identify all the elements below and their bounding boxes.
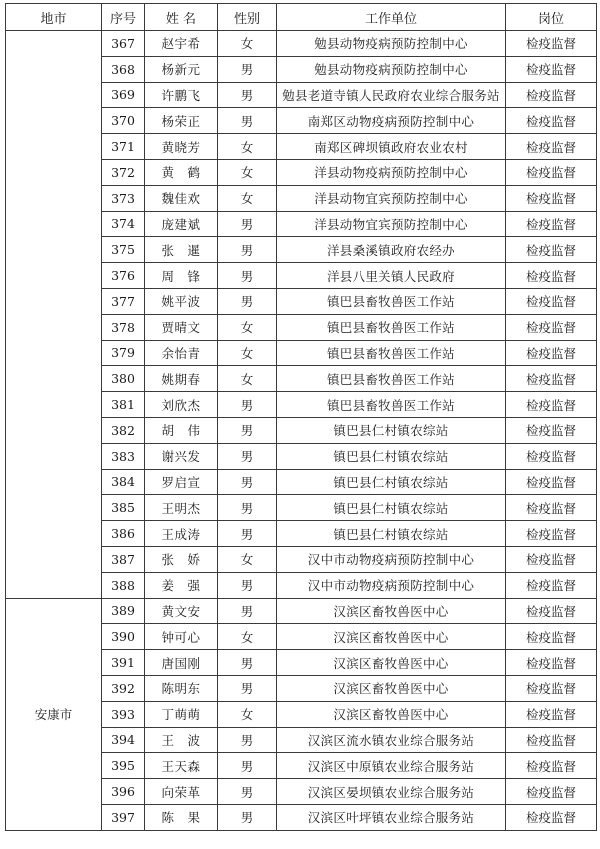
cell-post: 检疫监督	[506, 804, 597, 830]
cell-post: 检疫监督	[506, 82, 597, 108]
cell-unit: 镇巴县仁村镇农综站	[277, 495, 506, 521]
cell-name: 唐国刚	[145, 650, 218, 676]
cell-post: 检疫监督	[506, 650, 597, 676]
cell-no: 369	[102, 82, 145, 108]
cell-post: 检疫监督	[506, 159, 597, 185]
cell-gender: 女	[218, 340, 277, 366]
cell-unit: 汉滨区叶坪镇农业综合服务站	[277, 804, 506, 830]
cell-unit: 南郑区碑坝镇政府农业农村	[277, 134, 506, 160]
cell-unit: 洋县八里关镇人民政府	[277, 263, 506, 289]
cell-name: 贾晴文	[145, 314, 218, 340]
header-post: 岗位	[506, 4, 597, 31]
cell-post: 检疫监督	[506, 495, 597, 521]
cell-unit: 勉县动物疫病预防控制中心	[277, 31, 506, 57]
cell-name: 黄文安	[145, 598, 218, 624]
cell-post: 检疫监督	[506, 237, 597, 263]
cell-gender: 女	[218, 701, 277, 727]
cell-name: 黄 鹤	[145, 159, 218, 185]
cell-post: 检疫监督	[506, 314, 597, 340]
cell-gender: 男	[218, 727, 277, 753]
table-body	[6, 31, 597, 831]
cell-no: 372	[102, 159, 145, 185]
cell-unit: 勉县老道寺镇人民政府农业综合服务站	[277, 82, 506, 108]
cell-gender: 男	[218, 288, 277, 314]
cell-post: 检疫监督	[506, 572, 597, 598]
cell-post: 检疫监督	[506, 108, 597, 134]
cell-unit: 镇巴县仁村镇农综站	[277, 521, 506, 547]
cell-gender: 男	[218, 804, 277, 830]
cell-unit: 洋县桑溪镇政府农经办	[277, 237, 506, 263]
cell-gender: 男	[218, 598, 277, 624]
cell-gender: 男	[218, 753, 277, 779]
cell-unit: 镇巴县仁村镇农综站	[277, 443, 506, 469]
header-name: 姓 名	[145, 4, 218, 31]
cell-no: 390	[102, 624, 145, 650]
cell-name: 余怡青	[145, 340, 218, 366]
cell-gender: 男	[218, 237, 277, 263]
cell-gender: 男	[218, 572, 277, 598]
cell-no: 368	[102, 56, 145, 82]
cell-city	[6, 31, 102, 599]
cell-gender: 男	[218, 443, 277, 469]
cell-no: 385	[102, 495, 145, 521]
cell-post: 检疫监督	[506, 701, 597, 727]
cell-no: 393	[102, 701, 145, 727]
cell-unit: 南郑区动物疫病预防控制中心	[277, 108, 506, 134]
cell-name: 赵宇希	[145, 31, 218, 57]
cell-gender: 女	[218, 624, 277, 650]
cell-gender: 男	[218, 521, 277, 547]
cell-gender: 男	[218, 650, 277, 676]
cell-post: 检疫监督	[506, 675, 597, 701]
cell-unit: 镇巴县仁村镇农综站	[277, 417, 506, 443]
cell-unit: 勉县动物疫病预防控制中心	[277, 56, 506, 82]
cell-unit: 汉滨区畜牧兽医中心	[277, 650, 506, 676]
cell-unit: 洋县动物宜宾预防控制中心	[277, 185, 506, 211]
cell-post: 检疫监督	[506, 753, 597, 779]
cell-name: 陈明东	[145, 675, 218, 701]
cell-gender: 男	[218, 469, 277, 495]
cell-gender: 女	[218, 185, 277, 211]
cell-name: 王 波	[145, 727, 218, 753]
cell-no: 388	[102, 572, 145, 598]
cell-unit: 汉滨区畜牧兽医中心	[277, 675, 506, 701]
cell-post: 检疫监督	[506, 211, 597, 237]
cell-name: 胡 伟	[145, 417, 218, 443]
cell-no: 380	[102, 366, 145, 392]
cell-name: 许鹏飞	[145, 82, 218, 108]
cell-unit: 汉滨区畜牧兽医中心	[277, 624, 506, 650]
cell-post: 检疫监督	[506, 288, 597, 314]
cell-post: 检疫监督	[506, 134, 597, 160]
cell-post: 检疫监督	[506, 392, 597, 418]
cell-gender: 男	[218, 263, 277, 289]
cell-no: 378	[102, 314, 145, 340]
cell-gender: 男	[218, 82, 277, 108]
cell-name: 杨荣正	[145, 108, 218, 134]
cell-no: 392	[102, 675, 145, 701]
cell-no: 395	[102, 753, 145, 779]
cell-name: 陈 果	[145, 804, 218, 830]
cell-unit: 镇巴县畜牧兽医工作站	[277, 340, 506, 366]
cell-name: 王天森	[145, 753, 218, 779]
cell-no: 371	[102, 134, 145, 160]
cell-unit: 汉中市动物疫病预防控制中心	[277, 572, 506, 598]
cell-post: 检疫监督	[506, 263, 597, 289]
cell-no: 394	[102, 727, 145, 753]
cell-no: 396	[102, 779, 145, 805]
cell-no: 370	[102, 108, 145, 134]
cell-gender: 男	[218, 779, 277, 805]
cell-gender: 女	[218, 159, 277, 185]
cell-city: 安康市	[6, 598, 102, 830]
cell-no: 387	[102, 546, 145, 572]
cell-post: 检疫监督	[506, 366, 597, 392]
cell-no: 375	[102, 237, 145, 263]
cell-gender: 女	[218, 366, 277, 392]
cell-unit: 洋县动物疫病预防控制中心	[277, 159, 506, 185]
cell-unit: 汉中市动物疫病预防控制中心	[277, 546, 506, 572]
cell-unit: 汉滨区晏坝镇农业综合服务站	[277, 779, 506, 805]
cell-unit: 镇巴县畜牧兽医工作站	[277, 366, 506, 392]
cell-gender: 女	[218, 31, 277, 57]
table-row	[6, 31, 597, 57]
cell-post: 检疫监督	[506, 469, 597, 495]
cell-name: 刘欣杰	[145, 392, 218, 418]
cell-unit: 洋县动物宜宾预防控制中心	[277, 211, 506, 237]
cell-name: 钟可心	[145, 624, 218, 650]
header-row	[6, 4, 597, 31]
cell-gender: 男	[218, 108, 277, 134]
cell-no: 374	[102, 211, 145, 237]
cell-name: 庞建斌	[145, 211, 218, 237]
cell-gender: 男	[218, 417, 277, 443]
cell-name: 周 锋	[145, 263, 218, 289]
cell-unit: 镇巴县畜牧兽医工作站	[277, 392, 506, 418]
cell-no: 382	[102, 417, 145, 443]
cell-post: 检疫监督	[506, 598, 597, 624]
cell-gender: 男	[218, 675, 277, 701]
cell-unit: 镇巴县畜牧兽医工作站	[277, 314, 506, 340]
cell-unit: 镇巴县仁村镇农综站	[277, 469, 506, 495]
cell-post: 检疫监督	[506, 727, 597, 753]
cell-name: 向荣革	[145, 779, 218, 805]
cell-post: 检疫监督	[506, 56, 597, 82]
cell-no: 384	[102, 469, 145, 495]
cell-name: 魏佳欢	[145, 185, 218, 211]
cell-no: 367	[102, 31, 145, 57]
cell-no: 389	[102, 598, 145, 624]
personnel-table	[5, 3, 597, 831]
cell-post: 检疫监督	[506, 443, 597, 469]
cell-gender: 女	[218, 134, 277, 160]
cell-gender: 男	[218, 56, 277, 82]
cell-post: 检疫监督	[506, 546, 597, 572]
cell-no: 376	[102, 263, 145, 289]
cell-gender: 男	[218, 392, 277, 418]
cell-name: 谢兴发	[145, 443, 218, 469]
cell-name: 王成涛	[145, 521, 218, 547]
cell-no: 373	[102, 185, 145, 211]
cell-gender: 男	[218, 211, 277, 237]
cell-name: 丁萌萌	[145, 701, 218, 727]
cell-gender: 男	[218, 495, 277, 521]
cell-post: 检疫监督	[506, 340, 597, 366]
header-gender: 性别	[218, 4, 277, 31]
cell-post: 检疫监督	[506, 521, 597, 547]
cell-post: 检疫监督	[506, 185, 597, 211]
cell-name: 张 娇	[145, 546, 218, 572]
cell-post: 检疫监督	[506, 624, 597, 650]
cell-no: 381	[102, 392, 145, 418]
header-city: 地市	[6, 4, 102, 31]
cell-gender: 女	[218, 546, 277, 572]
cell-no: 397	[102, 804, 145, 830]
cell-name: 罗启宣	[145, 469, 218, 495]
cell-no: 383	[102, 443, 145, 469]
table-row	[6, 598, 597, 624]
cell-unit: 汉滨区畜牧兽医中心	[277, 701, 506, 727]
cell-unit: 镇巴县畜牧兽医工作站	[277, 288, 506, 314]
cell-name: 黄晓芳	[145, 134, 218, 160]
cell-name: 张 暹	[145, 237, 218, 263]
cell-unit: 汉滨区中原镇农业综合服务站	[277, 753, 506, 779]
cell-name: 王明杰	[145, 495, 218, 521]
cell-name: 姚期春	[145, 366, 218, 392]
cell-gender: 女	[218, 314, 277, 340]
cell-no: 377	[102, 288, 145, 314]
cell-post: 检疫监督	[506, 779, 597, 805]
cell-no: 386	[102, 521, 145, 547]
header-no: 序号	[102, 4, 145, 31]
cell-unit: 汉滨区畜牧兽医中心	[277, 598, 506, 624]
header-unit: 工作单位	[277, 4, 506, 31]
cell-no: 379	[102, 340, 145, 366]
cell-no: 391	[102, 650, 145, 676]
cell-unit: 汉滨区流水镇农业综合服务站	[277, 727, 506, 753]
cell-post: 检疫监督	[506, 31, 597, 57]
cell-post: 检疫监督	[506, 417, 597, 443]
cell-name: 杨新元	[145, 56, 218, 82]
cell-name: 姜 强	[145, 572, 218, 598]
cell-name: 姚平波	[145, 288, 218, 314]
